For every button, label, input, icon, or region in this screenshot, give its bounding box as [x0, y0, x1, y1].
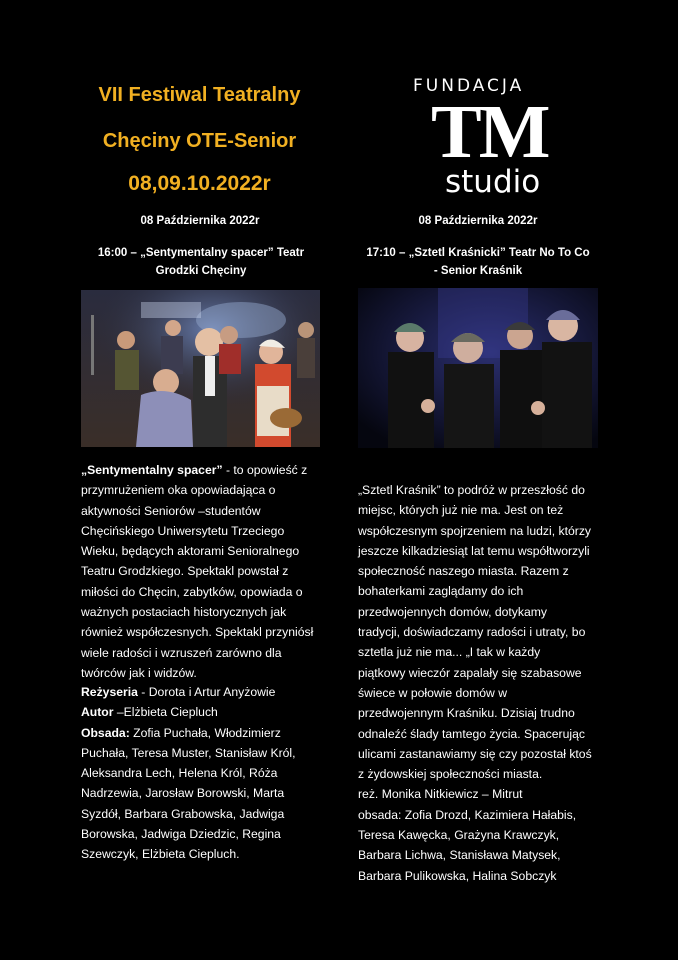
right-obsada-line: Teresa Kawęcka, Grażyna Krawczyk,: [358, 828, 560, 843]
festival-title: VII Festiwal Teatralny: [98, 84, 301, 106]
obsada-line: Borowska, Jadwiga Dziedzic, Regina: [81, 827, 281, 842]
right-desc-line: z żydowskiej społeczności miasta.: [358, 767, 543, 782]
obsada-line: Syzdół, Barbara Grabowska, Jadwiga: [81, 806, 285, 821]
left-desc-line: Chęcińskiego Uniwersytetu Trzeciego: [81, 523, 285, 538]
left-desc-title: „Sentymentalny spacer”: [81, 463, 223, 477]
obsada-line: Szewczyk, Elżbieta Ciepluch.: [81, 847, 240, 862]
right-desc-line: tradycji, doświadczamy radości i utraty, bo: [358, 625, 586, 640]
obsada-line: Obsada: Zofia Puchała, Włodzimierz: [81, 725, 281, 740]
left-desc-line: przymrużeniem oka opowiadająca o: [81, 483, 276, 498]
left-description: [81, 460, 326, 683]
right-show-line2: - Senior Kraśnik: [433, 265, 523, 277]
right-desc-line: miejsc, których już nie ma. Jest on też: [358, 503, 564, 518]
right-desc-line: przedwojennym Kraśniku. Dzisiaj trudno: [358, 706, 575, 721]
left-desc-line: wiele radości i wzruszeń zarówno dla: [81, 645, 282, 660]
left-desc-line: aktywności Seniorów –studentów: [81, 503, 261, 518]
logo-fundacja-text: FUNDACJA: [413, 76, 525, 96]
logo-tm-text: TM: [431, 90, 548, 174]
right-desc-line: piątkowy wieczór zapalały się szabasowe: [358, 665, 582, 680]
right-desc-line: bohaterkami zaglądamy do ich: [358, 584, 524, 599]
right-desc-line: odnaleźć ślady tamtego życia. Spacerując: [358, 726, 585, 741]
photo-sentymentalny-spacer: [81, 290, 320, 447]
right-desc-line: sztetla już nie ma... „I tak w każdy: [358, 645, 541, 660]
left-desc-line: Teatru Grodzkiego. Spektakl powstał z: [81, 564, 289, 579]
obsada-line: Puchała, Teresa Muster, Stanisław Król,: [81, 745, 296, 760]
right-show-line1: 17:10 – „Sztetl Kraśnicki” Teatr No To Co: [366, 247, 590, 259]
left-date: 08 Października 2022r: [140, 215, 260, 227]
obsada-line: Nadrzewia, Jarosław Borowski, Marta: [81, 786, 285, 801]
right-obsada-line: Barbara Pulikowska, Halina Sobczyk: [358, 868, 557, 883]
right-obsada-line: Barbara Lichwa, Stanisława Matysek,: [358, 848, 561, 863]
right-description: [358, 480, 598, 886]
right-obsada-line: obsada: Zofia Drozd, Kazimiera Hałabis,: [358, 807, 577, 822]
autor-line: Autor –Elżbieta Ciepluch: [81, 705, 218, 720]
photo-sztetl-krasnicki: [358, 288, 598, 448]
right-date: 08 Października 2022r: [418, 215, 538, 227]
obsada-line: Aleksandra Lech, Helena Król, Róża: [81, 766, 278, 781]
right-desc-line: współczesnym spojrzeniem na ludzi, którzy: [358, 523, 592, 538]
left-desc-line: również współczesnych. Spektakl przyniósł: [81, 625, 314, 640]
left-desc-line: „Sentymentalny spacer” - to opowieść z: [81, 463, 308, 477]
rezyseria-line: Reżyseria - Dorota i Artur Anyżowie: [81, 685, 276, 699]
right-desc-line: ulicami zastanawiamy się czy pozostał ktoś: [358, 746, 592, 761]
festival-dates: 08,09.10.2022r: [128, 172, 271, 195]
left-credits: [81, 682, 326, 865]
logo-studio-text: studio: [445, 164, 541, 200]
left-desc-line: twórców jak i widzów.: [81, 665, 197, 680]
left-show-line1: 16:00 – „Sentymentalny spacer” Teatr: [97, 247, 305, 259]
left-show-line2: Grodzki Chęciny: [155, 265, 247, 277]
right-desc-line: „Sztetl Kraśnik” to podróż w przeszłość do: [358, 483, 585, 497]
right-rez-line: reż. Monika Nitkiewicz – Mitrut: [358, 787, 523, 802]
right-desc-line: świece w połowie domów w: [358, 685, 508, 700]
right-desc-line: przedwojennych domów, dotykamy: [358, 604, 548, 619]
left-desc-line: Wieku, będących aktorami Senioralnego: [81, 544, 300, 559]
left-desc-line: ważnych postaciach historycznych jak: [81, 605, 287, 620]
festival-subtitle: Chęciny OTE-Senior: [102, 130, 297, 152]
fundacja-tm-studio-logo: [405, 72, 565, 200]
right-desc-line: społeczność naszego miasta. Razem z: [358, 564, 569, 579]
left-desc-line: miłości do Chęcin, zabytków, opowiada o: [81, 584, 303, 599]
right-desc-line: jeszcze kilkadziesiąt lat temu współtworzyli: [358, 543, 590, 558]
